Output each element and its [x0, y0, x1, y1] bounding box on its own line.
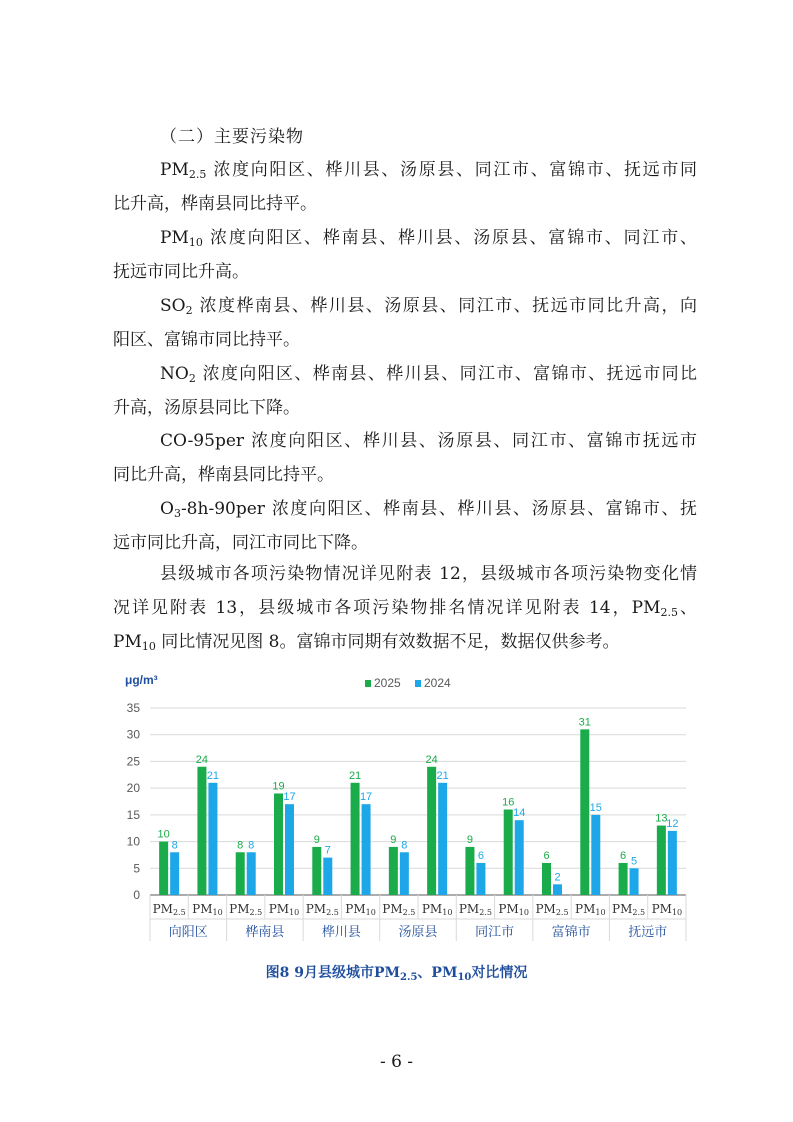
pollutant-name: PM	[651, 902, 672, 916]
bar-2025	[580, 729, 589, 895]
data-label-2024: 8	[401, 839, 408, 852]
caption-sub2: 10	[457, 972, 472, 983]
data-label-2025: 6	[543, 849, 550, 862]
data-label-2024: 17	[283, 791, 296, 804]
y-tick-label: 10	[126, 834, 140, 849]
text-run: O	[160, 499, 174, 519]
data-label-2025: 9	[466, 833, 473, 846]
bar-2024	[323, 858, 332, 895]
text-run: 抚远市同比升高。	[113, 262, 249, 282]
text-line	[113, 323, 697, 357]
bar-2024	[208, 783, 217, 895]
text-run: SO	[160, 296, 186, 316]
text-line	[113, 391, 697, 425]
legend-swatch-2024	[415, 680, 421, 687]
data-label-2025: 19	[272, 780, 285, 793]
section-heading: （二）主要污染物	[160, 127, 304, 147]
paragraph-2	[113, 221, 697, 289]
pollutant-name: PM	[192, 902, 213, 916]
y-tick-label: 30	[126, 727, 140, 742]
y-tick-label: 15	[126, 807, 140, 822]
pollutant-label	[575, 902, 606, 917]
bar-2025	[236, 852, 245, 895]
bar-2025	[274, 793, 283, 895]
paragraph-1	[113, 153, 697, 221]
pollutant-name: PM	[535, 902, 556, 916]
data-label-2024: 5	[631, 855, 638, 868]
pollutant-label	[535, 902, 568, 917]
group-label: 抚远市	[628, 925, 668, 940]
group-label: 富锦市	[551, 925, 591, 940]
data-label-2025: 21	[348, 769, 362, 782]
pollutant-label	[652, 902, 683, 917]
paragraph-7	[113, 557, 697, 659]
bar-2024	[285, 804, 294, 895]
text-run: 浓度桦南县、桦川县、汤原县、同江市、抚远市同比升高，向	[192, 296, 697, 316]
bar-2025	[504, 810, 513, 895]
pollutant-sub: 10	[365, 908, 376, 917]
subscript: 10	[188, 236, 203, 249]
caption-pre: 图8 9月县级城市PM	[265, 965, 401, 981]
text-run: 浓度向阳区、桦川县、汤原县、同江市、富锦市、抚远市同	[206, 160, 697, 180]
pollutant-name: PM	[458, 902, 480, 916]
pollutant-sub: 2.5	[555, 908, 569, 917]
bar-2024	[515, 820, 524, 895]
data-label-2024: 12	[666, 817, 679, 830]
data-label-2024: 14	[513, 807, 526, 820]
text-run: 县级城市各项污染物情况详见附表 12，县级城市各项污染物变化情	[160, 564, 697, 584]
data-label-2025: 16	[502, 796, 515, 809]
pollutant-name: PM	[612, 902, 633, 916]
text-line	[113, 591, 697, 625]
figure-caption	[0, 962, 793, 982]
y-tick-label: 25	[126, 754, 140, 769]
pollutant-sub: 10	[442, 908, 453, 917]
subscript: 2	[188, 372, 196, 385]
data-label-2025: 9	[390, 833, 397, 846]
pollutant-name: PM	[229, 902, 250, 916]
bar-2024	[591, 815, 600, 895]
data-label-2025: 9	[313, 833, 320, 846]
text-line	[113, 221, 697, 255]
text-line	[113, 153, 697, 187]
bar-2025	[619, 863, 628, 895]
text-run: -8h-90per 浓度向阳区、桦南县、桦川县、汤原县、富锦市、抚	[180, 499, 697, 519]
legend-label-2025: 2025	[374, 676, 401, 690]
bar-2024	[630, 868, 639, 895]
pollutant-name: PM	[305, 902, 327, 916]
data-label-2025: 24	[425, 753, 438, 766]
text-line	[113, 526, 697, 560]
page-number: - 6 -	[379, 1052, 414, 1072]
bar-2025	[542, 863, 551, 895]
pollutant-sub: 2.5	[249, 908, 263, 917]
text-run: 浓度向阳区、桦南县、桦川县、同江市、富锦市、抚远市同比	[195, 364, 697, 384]
pollutant-name: PM	[152, 902, 173, 916]
text-line	[113, 492, 697, 526]
pollutant-label	[422, 902, 453, 917]
pollutant-label	[192, 902, 223, 917]
text-line	[113, 625, 697, 659]
subscript: 10	[141, 640, 156, 653]
text-line	[113, 255, 697, 289]
text-run: 阳区、富锦市同比持平。	[113, 330, 300, 350]
pollutant-name: PM	[498, 902, 519, 916]
data-label-2024: 6	[477, 849, 484, 862]
data-label-2024: 17	[359, 791, 373, 804]
text-run: 同比升高，桦南县同比持平。	[113, 465, 334, 485]
bar-2024	[170, 852, 179, 895]
pollutant-name: PM	[345, 902, 366, 916]
text-run: 同比情况见图 8。富锦市同期有效数据不足，数据仅供参考。	[155, 632, 620, 652]
unit-label: μg/m³	[125, 673, 158, 687]
data-label-2024: 8	[248, 839, 255, 852]
text-run: 、	[677, 598, 698, 618]
text-run: PM	[160, 228, 189, 248]
group-label: 汤原县	[398, 925, 438, 940]
subscript: 2	[185, 304, 193, 317]
group-label: 桦南县	[245, 925, 285, 940]
text-run: CO-95per 浓度向阳区、桦川县、汤原县、同江市、富锦市抚远市	[160, 431, 697, 451]
pollutant-name: PM	[575, 902, 596, 916]
text-line	[113, 187, 697, 221]
text-line	[113, 357, 697, 391]
caption-sub1: 2.5	[400, 972, 418, 983]
pollutant-sub: 2.5	[632, 908, 646, 917]
data-label-2025: 6	[620, 849, 627, 862]
bar-2024	[438, 783, 447, 895]
y-tick-label: 5	[133, 861, 140, 876]
data-label-2025: 10	[157, 828, 170, 841]
text-run: PM	[160, 160, 189, 180]
pollutant-name: PM	[268, 902, 290, 916]
pollutant-sub: 2.5	[479, 908, 492, 917]
bar-2024	[668, 831, 677, 895]
text-run: PM	[113, 632, 142, 652]
text-run: 远市同比升高，同江市同比下降。	[113, 533, 368, 553]
pm-comparison-chart	[103, 664, 693, 946]
pollutant-label	[459, 902, 492, 917]
text-run: 浓度向阳区、桦南县、桦川县、汤原县、富锦市、同江市、	[202, 228, 697, 248]
group-label: 桦川县	[321, 925, 361, 940]
bar-2024	[247, 852, 256, 895]
data-label-2024: 7	[324, 844, 331, 857]
subscript: 2.5	[660, 606, 678, 619]
pollutant-label	[498, 902, 529, 917]
bar-2025	[351, 783, 360, 895]
pollutant-label	[269, 902, 300, 917]
data-label-2024: 15	[589, 801, 602, 814]
paragraph-4	[113, 357, 697, 425]
legend-swatch-2025	[365, 680, 371, 687]
group-label: 向阳区	[168, 925, 208, 940]
pollutant-sub: 2.5	[326, 908, 339, 917]
paragraph-3	[113, 289, 697, 357]
text-line	[113, 424, 697, 458]
data-label-2025: 24	[195, 753, 209, 766]
caption-mid: 、PM	[417, 965, 458, 981]
subscript: 3	[173, 507, 181, 520]
bar-2025	[465, 847, 474, 895]
text-run: NO	[160, 364, 189, 384]
bar-2024	[476, 863, 485, 895]
bar-2025	[159, 842, 168, 895]
pollutant-sub: 2.5	[172, 908, 186, 917]
bar-2024	[362, 804, 371, 895]
pollutant-label	[306, 902, 339, 917]
paragraph-6	[113, 492, 697, 560]
bar-2024	[553, 884, 562, 895]
data-label-2024: 2	[554, 871, 561, 884]
pollutant-sub: 10	[518, 908, 529, 917]
text-line	[113, 557, 697, 591]
y-tick-label: 0	[133, 888, 140, 902]
pollutant-name: PM	[421, 902, 443, 916]
pollutant-sub: 10	[671, 908, 683, 917]
y-tick-label: 35	[126, 701, 140, 715]
bar-2025	[427, 767, 436, 895]
pollutant-name: PM	[382, 902, 403, 916]
data-label-2025: 31	[578, 716, 591, 729]
group-label: 同江市	[475, 925, 515, 940]
text-run: 升高，汤原县同比下降。	[113, 398, 300, 418]
legend-label-2024: 2024	[424, 676, 451, 690]
caption-post: 对比情况	[471, 965, 528, 981]
text-run: 比升高，桦南县同比持平。	[113, 194, 317, 214]
data-label-2024: 8	[171, 839, 178, 852]
data-label-2024: 21	[436, 769, 449, 782]
subscript: 2.5	[188, 168, 207, 181]
pollutant-label	[153, 902, 186, 917]
bar-2025	[657, 826, 666, 895]
paragraph-5	[113, 424, 697, 492]
pollutant-sub: 10	[212, 908, 223, 917]
y-tick-label: 20	[126, 781, 140, 796]
data-label-2025: 13	[655, 812, 668, 825]
pollutant-label	[345, 902, 376, 917]
pollutant-label	[382, 902, 415, 917]
data-label-2024: 21	[206, 769, 220, 782]
bar-2024	[400, 852, 409, 895]
pollutant-label	[612, 902, 645, 917]
pollutant-label	[229, 902, 262, 917]
pollutant-sub: 10	[595, 908, 606, 917]
text-line	[113, 458, 697, 492]
pollutant-sub: 2.5	[402, 908, 416, 917]
data-label-2025: 8	[237, 839, 244, 852]
text-line	[113, 289, 697, 323]
bar-2025	[197, 767, 206, 895]
pollutant-sub: 10	[289, 908, 300, 917]
bar-2025	[389, 847, 398, 895]
text-run: 况详见附表 13，县级城市各项污染物排名情况详见附表 14，PM	[113, 598, 661, 618]
bar-2025	[312, 847, 321, 895]
